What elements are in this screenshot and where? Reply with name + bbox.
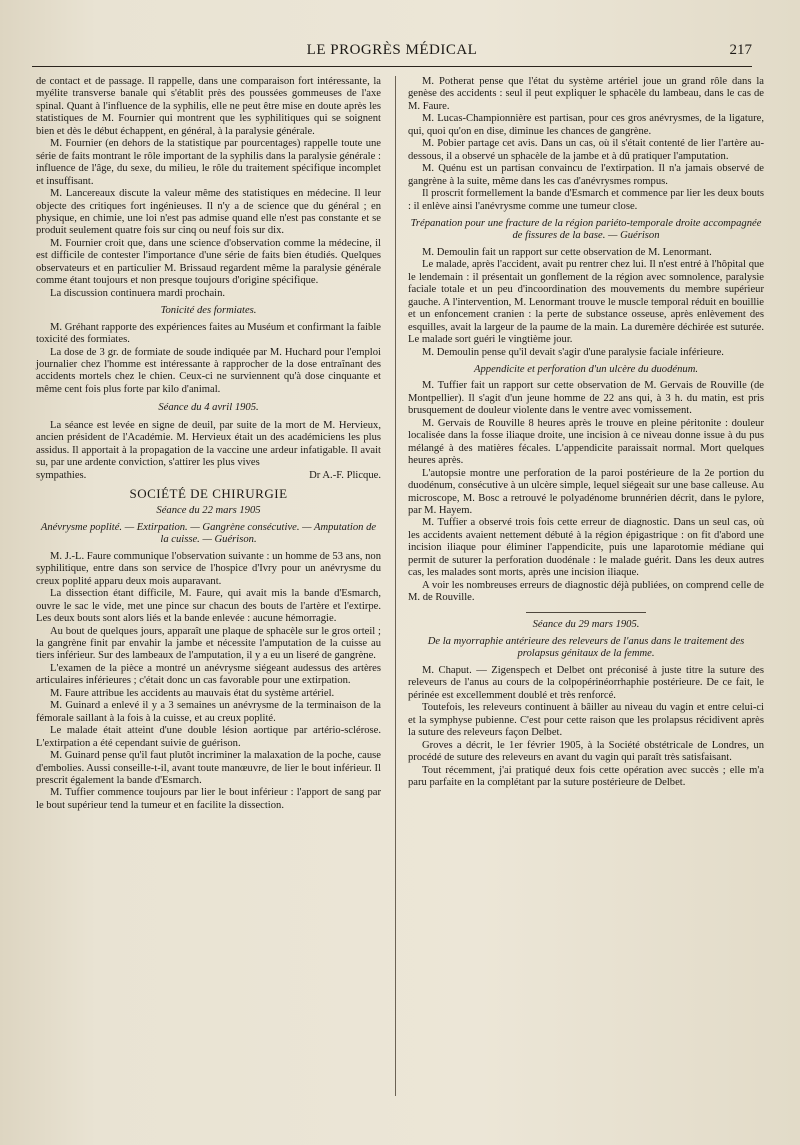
section-heading: De la myorraphie antérieure des releveurs de l'anus dans le traitement des prolapsus génitaux de la femme. xyxy=(427,636,745,660)
paragraph: A voir les nombreuses erreurs de diagnostic déjà publiées, on comprend celle de M. de Rouville. xyxy=(408,579,764,604)
section-heading: Trépanation pour une fracture de la région pariéto-temporale droite accompagnée de fissures de la base. — Guérison xyxy=(410,217,762,242)
paragraph: M. Gréhant rapporte des expériences faites au Muséum et confirmant la faible toxicité des formiates. xyxy=(36,321,381,346)
session-date: Séance du 29 mars 1905. xyxy=(532,618,640,630)
paragraph: de contact et de passage. Il rappelle, dans une comparaison fort intéressante, la myélite transverse banale qui s'établit près des poussées gommeuses de l'axe spinal. Quant à l'influence de la syphilis, elle ne peut être mise en doute après les statistiques de M. Fournier qui montrent que les syphilitiques qui se soignent bien et dès le début échappent, en général, à la paralysie générale. xyxy=(36,76,381,137)
paragraph: Au bout de quelques jours, apparaît une plaque de sphacèle sur le gros orteil ; la gangrène finit par envahir la jambe et nécessite l'amputation de la cuisse au tiers inférieur. Sur des lambeaux de l'amputation, il y a eu un liseré de gangrène. xyxy=(36,625,381,662)
paragraph: M. Quénu est un partisan convaincu de l'extirpation. Il n'a jamais observé de gangrène à la suite, même dans les cas d'anévrysmes rompus. xyxy=(408,163,764,187)
paragraph: M. Lucas-Championnière est partisan, pour ces gros anévrysmes, de la ligature, qui, quoi qu'on en dise, diminue les chances de gangrène. xyxy=(408,113,764,137)
paragraph: L'examen de la pièce a montré un anévrysme siégeant audessus des artères articulaires inférieures ; c'était donc un cas favorable pour une extirpation. xyxy=(36,662,381,687)
paragraph: La dose de 3 gr. de formiate de soude indiquée par M. Huchard pour l'emploi journalier chez l'homme est intéressante à rapprocher de la dose entraînant des accidents mortels chez le chien. Ceux-ci ne surviennent qu'à dose cinquante et même cent fois plus forte par kilo d'animal. xyxy=(36,346,381,395)
paragraph: M. Gervais de Rouville 8 heures après le trouve en pleine péritonite : douleur localisée dans la fosse iliaque droite, une incision à ce niveau donne issue à du pus mélangé à des matières fécales. L'appendicite paraissait normal. Mort quelques heures après. xyxy=(408,417,764,467)
paragraph: M. Demoulin pense qu'il devait s'agir d'une paralysie faciale inférieure. xyxy=(422,346,724,358)
paragraph: M. Tuffier fait un rapport sur cette observation de M. Gervais de Rouville (de Montpellier). Il s'agit d'un jeune homme de 22 ans qui, à 3 h. du matin, est pris brusquement de douleur violente dans le ventre avec vomissement. xyxy=(408,380,764,417)
paragraph: M. Guinard a enlevé il y a 3 semaines un anévrysme de la terminaison de la fémorale saillant à la fois à la cuisse, et au creux poplité. xyxy=(36,700,381,724)
paragraph: M. Potherat pense que l'état du système artériel joue un grand rôle dans la genèse des accidents : seul il peut expliquer le sphacèle du lambeau, dans le cas de M. Faure. xyxy=(408,76,764,112)
paragraph: Le malade, après l'accident, avait pu rentrer chez lui. Il n'est entré à l'hôpital que le lendemain : il présentait un gonflement de la région avec somnolence, paralysie faciale totale et un peu d'incoordination des mouvements du membre supérieur gauche. A l'intervention, M. Lenormant trouve le muscle temporal réduit en bouillie et un enfoncement cranien : la perte de substance osseuse, après enlèvement des esquilles, avait la largeur de la paume de la main. La duremère déchirée est suturée. Le malade sort guéri le vingtième jour. xyxy=(408,259,764,346)
paragraph: M. Fournier croit que, dans une science d'observation comme la médecine, il est difficile de contester l'importance d'une série de faits bien étudiés. Quelques observateurs et en particulier M. Brissaud regardent même la paralysie générale comme étant toujours et non presque toujours d'origine spécifique. xyxy=(36,237,381,287)
paragraph: M. Pobier partage cet avis. Dans un cas, où il s'était contenté de lier l'artère au-dessous, il a observé un sphacèle de la jambe et à dû pratiquer l'amputation. xyxy=(408,138,764,162)
paragraph: L'autopsie montre une perforation de la paroi postérieure de la 2e portion du duodénum, consécutive à un ulcère simple, lequel siégeait sur une base calleuse. Au microscope, M. Bosc a retrouvé le polyadénome brunnérien décrit, dans le pylore, par M. Hayem. xyxy=(408,467,764,516)
paragraph: M. Faure attribue les accidents au mauvais état du système artériel. xyxy=(50,687,335,699)
paragraph: M. Demoulin fait un rapport sur cette observation de M. Lenormant. xyxy=(422,246,712,258)
paragraph: M. Guinard pense qu'il faut plutôt incriminer la malaxation de la poche, cause d'embolies. Aussi conseille-t-il, avant toute manœuvre, de lier le bout inférieur. Il prescrit également la bande d'Esmarch. xyxy=(36,750,381,787)
paragraph: M. Fournier (en dehors de la statistique par pourcentages) rappelle toute une série de faits montrant le rôle important de la syphilis dans la paralysie générale : influence de l'âge, du sexe, du milieu, le rôle du traitement spécifique incomplet et insuffisant. xyxy=(36,138,381,187)
society-heading: SOCIÉTÉ DE CHIRURGIE xyxy=(129,486,288,502)
signature-row xyxy=(36,470,381,482)
running-title: LE PROGRÈS MÉDICAL xyxy=(306,42,478,58)
section-heading: Tonicité des formiates. xyxy=(160,305,257,317)
author-signature: Dr A.-F. Plicque. xyxy=(309,469,381,481)
column-divider xyxy=(395,76,396,1096)
paragraph: La séance est levée en signe de deuil, par suite de la mort de M. Hervieux, ancien président de l'Académie. M. Hervieux était un des académiciens les plus assidus. Il apportait à la propagation de la vaccine une ardeur infatigable. Il avait su, par une ardente conviction, s'attirer les plus vives xyxy=(36,419,381,469)
paragraph-end: sympathies. xyxy=(36,469,87,481)
paragraph: Toutefois, les releveurs continuent à bâiller au niveau du vagin et entre celui-ci et la symphyse pubienne. C'est pour cette raison que les prolapsus récidivent après la suture des releveurs façon Delbet. xyxy=(408,702,764,739)
paragraph: M. J.-L. Faure communique l'observation suivante : un homme de 53 ans, non syphilitique, entre dans son service de l'hospice d'Ivry pour un anévrysme du creux poplité apparu deux mois auparavant. xyxy=(36,550,381,587)
paragraph: M. Lancereaux discute la valeur même des statistiques en médecine. Il leur objecte des critiques fort ingénieuses. Il n'y a de science que du général ; en physique, en chimie, une loi n'est pas admise quand elle n'est pas constante et se produit seulement quatre fois sur cinq ou neuf fois sur dix. xyxy=(36,188,381,237)
paragraph: M. Tuffier a observé trois fois cette erreur de diagnostic. Dans un seul cas, où les accidents avaient nettement débuté à la région épigastrique : on fit d'abord une incision iliaque pour éliminer l'appendicite, puis une laparotomie médiane qui permit de suturer la perforation duodénale : le malade guérit. Dans les deux autres cas, les malades sont morts, après une incision iliaque. xyxy=(408,517,764,579)
left-column xyxy=(36,76,381,812)
section-heading: Anévrysme poplité. — Extirpation. — Gangrène consécutive. — Amputation de la cuisse. — Guérison. xyxy=(40,521,377,546)
paragraph: La dissection étant difficile, M. Faure, qui avait mis la bande d'Esmarch, ouvre le sac le vide, met une pince sur chacun des bouts de l'artère et l'extirpe. Les deux bouts sont alors liés et la bande enlevée : aucune hémorragie. xyxy=(36,588,381,625)
right-column xyxy=(408,76,764,789)
paragraph: Il proscrit formellement la bande d'Esmarch et commence par lier les deux bouts : il enlève ainsi l'anévrysme comme une tumeur close. xyxy=(408,188,764,212)
paragraph: Tout récemment, j'ai pratiqué deux fois cette opération avec succès ; elle m'a paru parfaite en la complétant par la suture postérieure de Delbet. xyxy=(408,764,764,789)
separator-rule xyxy=(526,612,646,613)
page-header xyxy=(32,42,752,67)
section-heading: Appendicite et perforation d'un ulcère du duodénum. xyxy=(474,363,698,375)
paragraph: M. Chaput. — Zigenspech et Delbet ont préconisé à juste titre la suture des releveurs de l'anus au cours de la colpopérinéorrhaphie postérieure. De ce fait, le périnée est excellemment doublé et très renforcé. xyxy=(408,664,764,701)
session-date: Séance du 22 mars 1905 xyxy=(156,504,261,516)
paragraph: M. Tuffier commence toujours par lier le bout inférieur : l'apport de sang par le bout supérieur tend la tumeur et en facilite la dissection. xyxy=(36,787,381,811)
page-number: 217 xyxy=(729,42,752,58)
session-date: Séance du 4 avril 1905. xyxy=(158,402,259,414)
paragraph: Le malade était atteint d'une double lésion aortique par artério-sclérose. L'extirpation a été cependant suivie de guérison. xyxy=(36,725,381,749)
paragraph: Groves a décrit, le 1er février 1905, à la Société obstétricale de Londres, un procédé de suture des releveurs en avant du vagin qui paraît très satisfaisant. xyxy=(408,739,764,764)
paragraph: La discussion continuera mardi prochain. xyxy=(50,287,226,299)
